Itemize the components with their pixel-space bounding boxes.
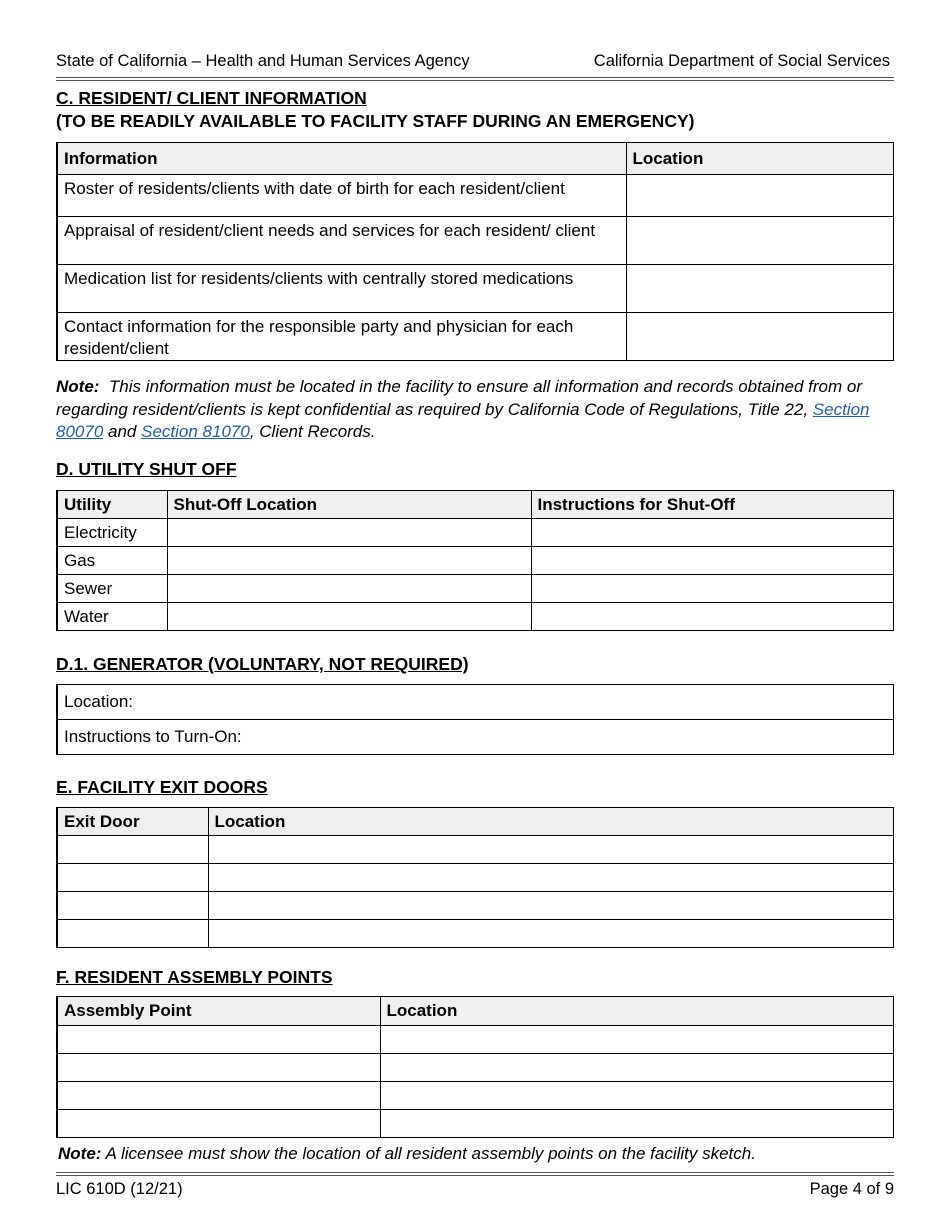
table-row	[57, 265, 894, 313]
shutoff-location-input[interactable]	[167, 575, 531, 603]
shutoff-location-input[interactable]	[167, 603, 531, 631]
utility-cell: Sewer	[57, 575, 167, 603]
section-81070-link[interactable]: Section 81070	[141, 422, 250, 441]
table-row	[57, 1110, 894, 1138]
assembly-point-input[interactable]	[57, 1082, 380, 1110]
exit-door-input[interactable]	[57, 836, 208, 864]
location-input[interactable]	[208, 892, 894, 920]
section-c-subtitle: (TO BE READILY AVAILABLE TO FACILITY STAFF DURING AN EMERGENCY)	[56, 111, 695, 131]
info-cell: Appraisal of resident/client needs and services for each resident/ client	[57, 217, 626, 265]
header-divider	[56, 77, 894, 81]
footer-divider	[56, 1172, 894, 1176]
table-row	[57, 519, 894, 547]
page-number: Page 4 of 9	[809, 1180, 894, 1198]
note-label: Note:	[56, 377, 100, 396]
note-text: and	[108, 422, 137, 441]
location-input[interactable]	[626, 313, 894, 361]
location-input[interactable]	[626, 217, 894, 265]
header-department: California Department of Social Services	[593, 52, 890, 70]
utility-cell: Electricity	[57, 519, 167, 547]
assembly-point-input[interactable]	[57, 1110, 380, 1138]
exit-door-input[interactable]	[57, 892, 208, 920]
table-row	[57, 892, 894, 920]
exit-doors-table	[56, 807, 894, 948]
location-input[interactable]	[626, 175, 894, 217]
table-row	[57, 547, 894, 575]
utility-cell: Water	[57, 603, 167, 631]
shutoff-instructions-input[interactable]	[531, 603, 894, 631]
note-label: Note:	[58, 1144, 102, 1163]
section-c-note	[56, 376, 896, 444]
generator-table	[56, 684, 894, 755]
table-row	[57, 1082, 894, 1110]
utility-cell: Gas	[57, 547, 167, 575]
section-f-title: F. RESIDENT ASSEMBLY POINTS	[56, 967, 333, 987]
header-agency: State of California – Health and Human Services Agency	[56, 52, 470, 70]
utility-table	[56, 490, 894, 631]
column-header: Location	[208, 808, 894, 836]
column-header: Utility	[57, 491, 167, 519]
section-e-title: E. FACILITY EXIT DOORS	[56, 777, 268, 797]
info-cell: Roster of residents/clients with date of birth for each resident/client	[57, 175, 626, 217]
table-row	[57, 575, 894, 603]
location-input[interactable]	[380, 1082, 894, 1110]
table-row	[57, 920, 894, 948]
column-header: Information	[57, 143, 626, 175]
location-input[interactable]	[380, 1026, 894, 1054]
section-d1-title: D.1. GENERATOR (VOLUNTARY, NOT REQUIRED)	[56, 654, 469, 674]
location-input[interactable]	[208, 920, 894, 948]
column-header: Location	[380, 997, 894, 1026]
resident-info-table	[56, 142, 894, 361]
note-text: , Client Records.	[249, 422, 376, 441]
section-f-note	[58, 1143, 898, 1166]
section-80070-link[interactable]: Section 80070	[56, 399, 870, 441]
location-input[interactable]	[626, 265, 894, 313]
column-header: Shut-Off Location	[167, 491, 531, 519]
assembly-points-table	[56, 996, 894, 1138]
assembly-point-input[interactable]	[57, 1026, 380, 1054]
location-input[interactable]	[208, 864, 894, 892]
note-text: This information must be located in the facility to ensure all information and records obtained from or regarding resident/clients is kept confidential as required by California Code of Regulations, Title 22,	[56, 377, 863, 419]
table-row	[57, 313, 894, 361]
column-header: Exit Door	[57, 808, 208, 836]
assembly-point-input[interactable]	[57, 1054, 380, 1082]
location-input[interactable]	[380, 1110, 894, 1138]
table-row	[57, 864, 894, 892]
table-row	[57, 217, 894, 265]
exit-door-input[interactable]	[57, 864, 208, 892]
location-input[interactable]	[208, 836, 894, 864]
shutoff-instructions-input[interactable]	[531, 519, 894, 547]
table-row	[57, 1054, 894, 1082]
column-header: Location	[626, 143, 894, 175]
generator-location-field[interactable]: Location:	[57, 685, 894, 720]
table-row	[57, 836, 894, 864]
table-row	[57, 1026, 894, 1054]
section-d-title: D. UTILITY SHUT OFF	[56, 459, 237, 479]
form-number: LIC 610D (12/21)	[56, 1180, 183, 1198]
shutoff-location-input[interactable]	[167, 519, 531, 547]
section-c-title: C. RESIDENT/ CLIENT INFORMATION	[56, 88, 367, 108]
exit-door-input[interactable]	[57, 920, 208, 948]
shutoff-instructions-input[interactable]	[531, 575, 894, 603]
info-cell: Medication list for residents/clients with centrally stored medications	[57, 265, 626, 313]
shutoff-instructions-input[interactable]	[531, 547, 894, 575]
table-row	[57, 175, 894, 217]
column-header: Assembly Point	[57, 997, 380, 1026]
shutoff-location-input[interactable]	[167, 547, 531, 575]
table-row	[57, 603, 894, 631]
generator-instructions-field[interactable]: Instructions to Turn-On:	[57, 720, 894, 755]
note-text: A licensee must show the location of all resident assembly points on the facility sketch.	[105, 1144, 756, 1163]
location-input[interactable]	[380, 1054, 894, 1082]
info-cell: Contact information for the responsible party and physician for each resident/client	[57, 313, 626, 361]
column-header: Instructions for Shut-Off	[531, 491, 894, 519]
